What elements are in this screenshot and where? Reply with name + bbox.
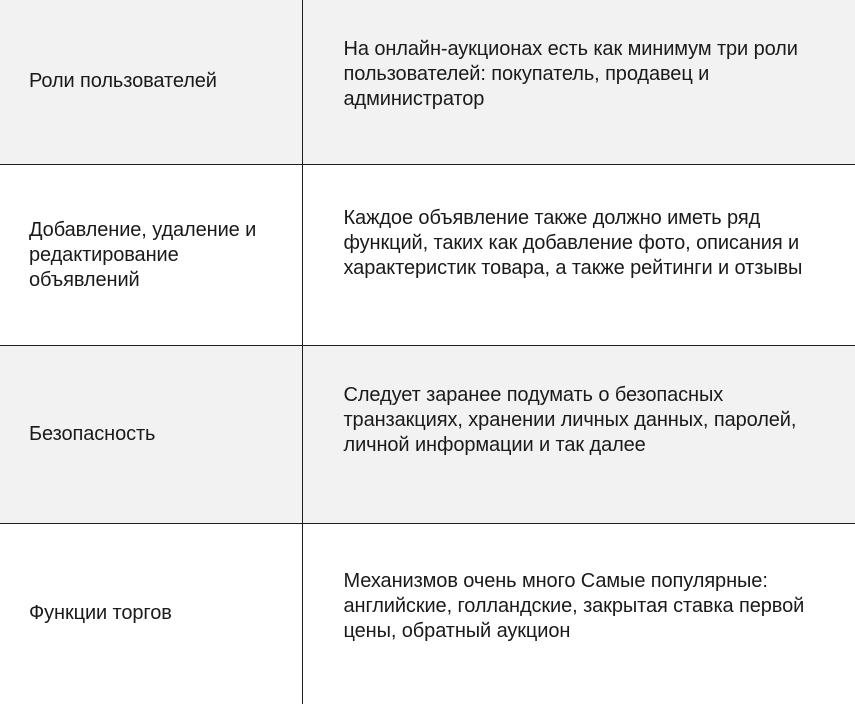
table-row <box>0 0 855 164</box>
feature-description: Каждое объявление также должно иметь ряд функций, таких как добавление фото, описания и характеристик товара, а также рейтинги и отзывы <box>302 164 855 345</box>
feature-name: Функции торгов <box>0 523 302 704</box>
feature-name: Безопасность <box>0 345 302 523</box>
feature-description: Механизмов очень много Самые популярные: английские, голландские, закрытая ставка первой цены, обратный аукцион <box>302 523 855 704</box>
feature-description: На онлайн-аукционах есть как минимум три роли пользователей: покупатель, продавец и администратор <box>302 0 855 164</box>
table-row <box>0 345 855 523</box>
feature-name: Добавление, удаление и редактирование объявлений <box>0 164 302 345</box>
table-row <box>0 523 855 704</box>
table-row <box>0 164 855 345</box>
feature-name: Роли пользователей <box>0 0 302 164</box>
feature-description: Следует заранее подумать о безопасных транзакциях, хранении личных данных, паролей, личной информации и так далее <box>302 345 855 523</box>
